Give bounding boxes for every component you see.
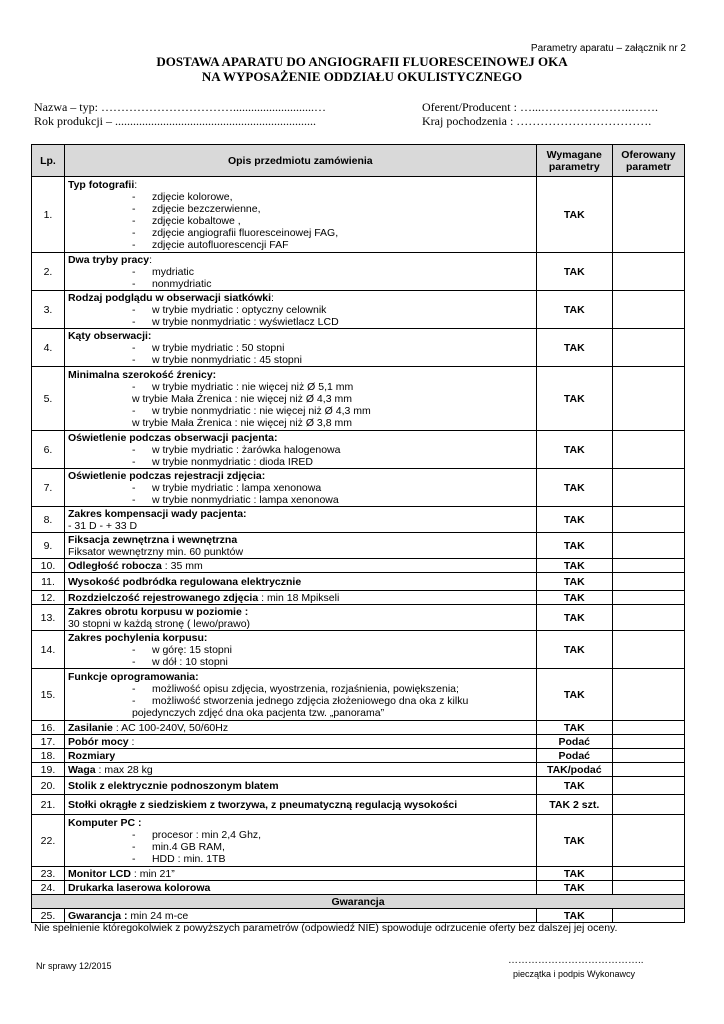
row-number: 14. <box>32 631 65 669</box>
row-description <box>64 591 536 605</box>
row-number: 16. <box>32 721 65 735</box>
table-row <box>32 253 685 291</box>
row-number: 19. <box>32 763 65 777</box>
required-value: TAK <box>536 291 612 329</box>
row-description <box>64 559 536 573</box>
list-item-text: zdjęcie bezczerwienne, <box>151 202 261 215</box>
table-row <box>32 749 685 763</box>
row-description <box>64 253 536 291</box>
required-value: TAK <box>536 367 612 431</box>
list-item-text: w dół : 10 stopni <box>151 655 228 668</box>
offered-value-cell <box>612 763 684 777</box>
row-number: 2. <box>32 253 65 291</box>
bullet-dash: - <box>131 190 136 203</box>
row-title-rest: min 24 m-ce <box>127 909 189 922</box>
table-row <box>32 367 685 431</box>
list-item <box>68 393 533 405</box>
row-number: 9. <box>32 533 65 559</box>
row-title: Gwarancja : <box>67 909 128 922</box>
row-title-rest: : min 18 Mpikseli <box>258 591 340 604</box>
row-description <box>64 669 536 721</box>
row-number: 13. <box>32 605 65 631</box>
row-number: 5. <box>32 367 65 431</box>
bullet-dash: - <box>131 828 136 841</box>
list-item-text: możliwość stworzenia jednego zdjęcia złożeniowego dna oka z kilku <box>151 694 469 707</box>
table-row <box>32 559 685 573</box>
row-title-line <box>68 817 533 829</box>
table-row <box>32 605 685 631</box>
row-title-line <box>68 560 533 572</box>
row-description <box>64 763 536 777</box>
list-item-text: w trybie nonmydriatic : dioda IRED <box>151 455 314 468</box>
row-description <box>64 721 536 735</box>
row-title: Funkcje oprogramowania: <box>67 670 199 683</box>
required-value: Podać <box>536 749 612 763</box>
bullet-dash: - <box>131 655 136 668</box>
table-row <box>32 735 685 749</box>
row-number: 23. <box>32 867 65 881</box>
list-item-text: HDD : min. 1TB <box>151 852 226 865</box>
list-item <box>68 853 533 865</box>
row-title-line <box>68 799 533 811</box>
row-title-rest: : <box>134 178 138 191</box>
list-item <box>68 203 533 215</box>
list-item-text: w trybie mydriatic : optyczny celownik <box>151 303 327 316</box>
row-description <box>64 867 536 881</box>
offered-value-cell <box>612 367 684 431</box>
required-value: TAK <box>536 721 612 735</box>
offered-value-cell <box>612 253 684 291</box>
row-description <box>64 909 536 923</box>
list-item <box>68 266 533 278</box>
row-description <box>64 631 536 669</box>
row-description <box>64 291 536 329</box>
bullet-dash: - <box>131 682 136 695</box>
list-item-text: zdjęcie kobaltowe , <box>151 214 241 227</box>
list-item <box>68 316 533 328</box>
list-item-text: możliwość opisu zdjęcia, wyostrzenia, rozjaśnienia, powiększenia; <box>151 682 459 695</box>
table-row <box>32 815 685 867</box>
row-description <box>64 533 536 559</box>
row-title-line <box>68 606 533 618</box>
row-number: 15. <box>32 669 65 721</box>
row-description <box>64 815 536 867</box>
list-item-text: procesor : min 2,4 Ghz, <box>151 828 262 841</box>
row-title-rest: : AC 100-240V, 50/60Hz <box>112 721 229 734</box>
row-number: 21. <box>32 795 65 815</box>
row-description <box>64 605 536 631</box>
row-number: 17. <box>32 735 65 749</box>
row-title-line <box>68 592 533 604</box>
bullet-dash: - <box>131 852 136 865</box>
table-row <box>32 291 685 329</box>
row-title-line <box>68 780 533 792</box>
row-number: 1. <box>32 177 65 253</box>
row-subtext: - 31 D - + 33 D <box>67 519 138 532</box>
header-lp: Lp. <box>32 145 65 177</box>
bullet-dash: - <box>131 202 136 215</box>
field-nazwa-typ: Nazwa – typ: ……………………………...........................… <box>34 100 326 114</box>
list-item-text: zdjęcie kolorowe, <box>151 190 233 203</box>
list-item-text: w trybie nonmydriatic : 45 stopni <box>151 353 302 366</box>
list-item <box>68 707 533 719</box>
offered-value-cell <box>612 669 684 721</box>
row-title-line <box>68 671 533 683</box>
row-title: Rodzaj podglądu w obserwacji siatkówki <box>67 291 271 304</box>
required-value: TAK <box>536 669 612 721</box>
row-description <box>64 469 536 507</box>
required-value: TAK <box>536 559 612 573</box>
offered-value-cell <box>612 867 684 881</box>
list-item-text: zdjęcie autofluorescencji FAF <box>151 238 289 251</box>
list-item-text: w trybie Mała Źrenica : nie więcej niż Ø 4,3 mm <box>131 392 352 405</box>
row-title-line <box>68 736 533 748</box>
offered-value-cell <box>612 815 684 867</box>
header-oferowany: Oferowany parametr <box>612 145 684 177</box>
row-title: Drukarka laserowa kolorowa <box>67 881 211 894</box>
offered-value-cell <box>612 469 684 507</box>
offered-value-cell <box>612 329 684 367</box>
row-title-rest: : <box>271 291 274 304</box>
offered-value-cell <box>612 533 684 559</box>
row-description <box>64 881 536 895</box>
section-label: Gwarancja <box>32 895 685 909</box>
row-number: 25. <box>32 909 65 923</box>
row-number: 7. <box>32 469 65 507</box>
list-item <box>68 482 533 494</box>
required-value: TAK <box>536 177 612 253</box>
row-number: 8. <box>32 507 65 533</box>
required-value: TAK <box>536 605 612 631</box>
row-title: Oświetlenie podczas rejestracji zdjęcia: <box>67 469 266 482</box>
bullet-dash: - <box>131 380 136 393</box>
row-title-line <box>68 882 533 894</box>
offered-value-cell <box>612 431 684 469</box>
offered-value-cell <box>612 291 684 329</box>
row-number: 24. <box>32 881 65 895</box>
row-title: Minimalna szerokość źrenicy: <box>67 368 217 381</box>
row-title: Monitor LCD <box>67 867 131 880</box>
offered-value-cell <box>612 605 684 631</box>
table-row <box>32 721 685 735</box>
table-row <box>32 777 685 795</box>
row-description <box>64 431 536 469</box>
bullet-dash: - <box>131 341 136 354</box>
list-item <box>68 304 533 316</box>
list-item <box>68 381 533 393</box>
offered-value-cell <box>612 507 684 533</box>
row-number: 22. <box>32 815 65 867</box>
row-title: Wysokość podbródka regulowana elektrycznie <box>67 575 302 588</box>
required-value: TAK <box>536 573 612 591</box>
required-value: TAK <box>536 507 612 533</box>
list-item-text: w trybie mydriatic : nie więcej niż Ø 5,1 mm <box>151 380 354 393</box>
required-value: TAK <box>536 815 612 867</box>
required-value: TAK <box>536 591 612 605</box>
list-item <box>68 354 533 366</box>
row-title-line <box>68 508 533 520</box>
row-title: Zakres pochylenia korpusu: <box>67 631 208 644</box>
specification-table <box>31 144 685 923</box>
list-item <box>68 829 533 841</box>
row-title: Stolik z elektrycznie podnoszonym blatem <box>67 779 279 792</box>
table-row <box>32 669 685 721</box>
row-title-rest: : <box>128 735 135 748</box>
required-value: TAK <box>536 431 612 469</box>
row-title: Stołki okrągłe z siedziskiem z tworzywa, z pneumatyczną regulacją wysokości <box>67 798 458 811</box>
bullet-dash: - <box>131 303 136 316</box>
row-title-line <box>68 330 533 342</box>
header-wymagane: Wymagane parametry <box>536 145 612 177</box>
bullet-dash: - <box>131 315 136 328</box>
row-title: Odległość robocza <box>67 559 162 572</box>
signature-caption: pieczątka i podpis Wykonawcy <box>513 969 635 979</box>
list-item <box>68 342 533 354</box>
row-number: 6. <box>32 431 65 469</box>
row-title-line <box>68 576 533 588</box>
list-item-text: w trybie mydriatic : lampa xenonowa <box>151 481 322 494</box>
row-title-line <box>68 470 533 482</box>
list-item <box>68 405 533 417</box>
bullet-dash: - <box>131 694 136 707</box>
bullet-dash: - <box>131 214 136 227</box>
offered-value-cell <box>612 795 684 815</box>
field-kraj: Kraj pochodzenia : ……………………………. <box>422 114 652 128</box>
table-row <box>32 329 685 367</box>
offered-value-cell <box>612 749 684 763</box>
required-value: TAK 2 szt. <box>536 795 612 815</box>
case-number: Nr sprawy 12/2015 <box>36 961 112 971</box>
document-title <box>0 54 724 84</box>
row-title-line <box>68 722 533 734</box>
table-row <box>32 881 685 895</box>
offered-value-cell <box>612 777 684 795</box>
bullet-dash: - <box>131 277 136 290</box>
row-title: Dwa tryby pracy <box>67 253 150 266</box>
offered-value-cell <box>612 721 684 735</box>
list-item <box>68 695 533 707</box>
list-item <box>68 227 533 239</box>
row-title: Rozmiary <box>67 749 116 762</box>
row-title: Komputer PC : <box>67 816 142 829</box>
offered-value-cell <box>612 591 684 605</box>
required-value: TAK <box>536 469 612 507</box>
row-number: 20. <box>32 777 65 795</box>
title-line-2: NA WYPOSAŻENIE ODDZIAŁU OKULISTYCZNEGO <box>201 69 523 84</box>
row-title: Fiksacja zewnętrzna i wewnętrzna <box>67 533 238 546</box>
field-oferent: Oferent/Producent : …...…………………..……. <box>422 100 658 114</box>
row-title-line <box>68 868 533 880</box>
row-subtext: Fiksator wewnętrzny min. 60 punktów <box>67 545 244 558</box>
row-title-rest: : <box>149 253 152 266</box>
list-item-text: w trybie Mała Źrenica : nie więcej niż Ø 3,8 mm <box>131 416 352 429</box>
list-item <box>68 656 533 668</box>
offered-value-cell <box>612 909 684 923</box>
bullet-dash: - <box>131 481 136 494</box>
row-number: 18. <box>32 749 65 763</box>
list-item <box>68 278 533 290</box>
bullet-dash: - <box>131 455 136 468</box>
list-item <box>68 644 533 656</box>
list-item <box>68 215 533 227</box>
list-item-text: mydriatic <box>151 265 194 278</box>
list-item <box>68 494 533 506</box>
table-row <box>32 909 685 923</box>
row-title: Pobór mocy <box>67 735 129 748</box>
offered-value-cell <box>612 177 684 253</box>
row-description <box>64 735 536 749</box>
row-title: Zakres kompensacji wady pacjenta: <box>67 507 247 520</box>
list-item-text: zdjęcie angiografii fluoresceinowej FAG, <box>151 226 339 239</box>
row-title-rest: : max 28 kg <box>95 763 153 776</box>
row-title-line <box>68 432 533 444</box>
row-title-line <box>68 632 533 644</box>
required-value: TAK <box>536 253 612 291</box>
bullet-dash: - <box>131 493 136 506</box>
required-value: TAK <box>536 881 612 895</box>
list-item <box>68 841 533 853</box>
required-value: TAK <box>536 777 612 795</box>
row-title-line <box>68 764 533 776</box>
row-description <box>64 795 536 815</box>
bullet-dash: - <box>131 443 136 456</box>
list-item <box>68 444 533 456</box>
row-number: 11. <box>32 573 65 591</box>
row-title-rest: : min 21” <box>130 867 175 880</box>
list-item <box>68 456 533 468</box>
offered-value-cell <box>612 631 684 669</box>
required-value: TAK <box>536 909 612 923</box>
bullet-dash: - <box>131 404 136 417</box>
table-row <box>32 431 685 469</box>
bullet-dash: - <box>131 840 136 853</box>
table-row <box>32 177 685 253</box>
list-item-text: w górę: 15 stopni <box>151 643 232 656</box>
row-description <box>64 749 536 763</box>
table-row <box>32 533 685 559</box>
row-number: 3. <box>32 291 65 329</box>
bullet-dash: - <box>131 226 136 239</box>
row-title-line <box>68 910 533 922</box>
table-row <box>32 631 685 669</box>
list-item-text: nonmydriatic <box>151 277 212 290</box>
bullet-dash: - <box>131 353 136 366</box>
disclaimer-note: Nie spełnienie któregokolwiek z powyższych parametrów (odpowiedź NIE) spowoduje odrzucenie oferty bez dalszej jej oceny. <box>34 922 618 934</box>
offered-value-cell <box>612 881 684 895</box>
list-item <box>68 191 533 203</box>
table-row <box>32 591 685 605</box>
row-description <box>64 507 536 533</box>
list-item <box>68 683 533 695</box>
row-title-line <box>68 179 533 191</box>
required-value: TAK <box>536 867 612 881</box>
signature-line: ………………………………….. <box>508 955 644 966</box>
list-item <box>68 417 533 429</box>
table-row <box>32 573 685 591</box>
row-title: Zakres obrotu korpusu w poziomie : <box>67 605 249 618</box>
row-number: 10. <box>32 559 65 573</box>
row-description <box>64 573 536 591</box>
required-value: TAK <box>536 631 612 669</box>
row-subtext: 30 stopni w każdą stronę ( lewo/prawo) <box>67 617 251 630</box>
title-line-1: DOSTAWA APARATU DO ANGIOGRAFII FLUORESCEINOWEJ OKA <box>156 54 568 69</box>
required-value: TAK <box>536 533 612 559</box>
row-description <box>64 367 536 431</box>
list-item-text: w trybie mydriatic : żarówka halogenowa <box>151 443 341 456</box>
section-row-gwarancja <box>32 895 685 909</box>
field-rok-produkcji: Rok produkcji – ................................................................... <box>34 114 316 128</box>
required-value: Podać <box>536 735 612 749</box>
attachment-reference: Parametry aparatu – załącznik nr 2 <box>530 43 686 54</box>
list-item-text: w trybie nonmydriatic : wyświetlacz LCD <box>151 315 339 328</box>
row-title-line <box>68 369 533 381</box>
row-title: Typ fotografii <box>67 178 135 191</box>
row-number: 4. <box>32 329 65 367</box>
list-item-text: min.4 GB RAM, <box>151 840 225 853</box>
table-row <box>32 469 685 507</box>
header-opis: Opis przedmiotu zamówienia <box>64 145 536 177</box>
row-number: 12. <box>32 591 65 605</box>
table-row <box>32 867 685 881</box>
row-title: Kąty obserwacji: <box>67 329 152 342</box>
row-title: Oświetlenie podczas obserwacji pacjenta: <box>67 431 278 444</box>
row-title-rest: : 35 mm <box>161 559 203 572</box>
offered-value-cell <box>612 559 684 573</box>
list-item-text: w trybie nonmydriatic : lampa xenonowa <box>151 493 339 506</box>
bullet-dash: - <box>131 643 136 656</box>
bullet-dash: - <box>131 238 136 251</box>
row-description <box>64 177 536 253</box>
row-title: Rozdzielczość rejestrowanego zdjęcia <box>67 591 259 604</box>
row-title-line <box>68 292 533 304</box>
list-item-text: pojedynczych zdjęć dna oka pacjenta tzw. „panorama” <box>131 706 385 719</box>
row-title-line <box>68 534 533 546</box>
row-title-line <box>68 254 533 266</box>
table-row <box>32 507 685 533</box>
offered-value-cell <box>612 573 684 591</box>
row-title-line <box>68 750 533 762</box>
row-description <box>64 329 536 367</box>
bullet-dash: - <box>131 265 136 278</box>
required-value: TAK/podać <box>536 763 612 777</box>
list-item-text: w trybie mydriatic : 50 stopni <box>151 341 285 354</box>
row-title: Zasilanie <box>67 721 113 734</box>
table-row <box>32 763 685 777</box>
list-item-text: w trybie nonmydriatic : nie więcej niż Ø 4,3 mm <box>151 404 371 417</box>
list-item <box>68 239 533 251</box>
required-value: TAK <box>536 329 612 367</box>
offered-value-cell <box>612 735 684 749</box>
row-description <box>64 777 536 795</box>
row-title: Waga <box>67 763 96 776</box>
table-row <box>32 795 685 815</box>
